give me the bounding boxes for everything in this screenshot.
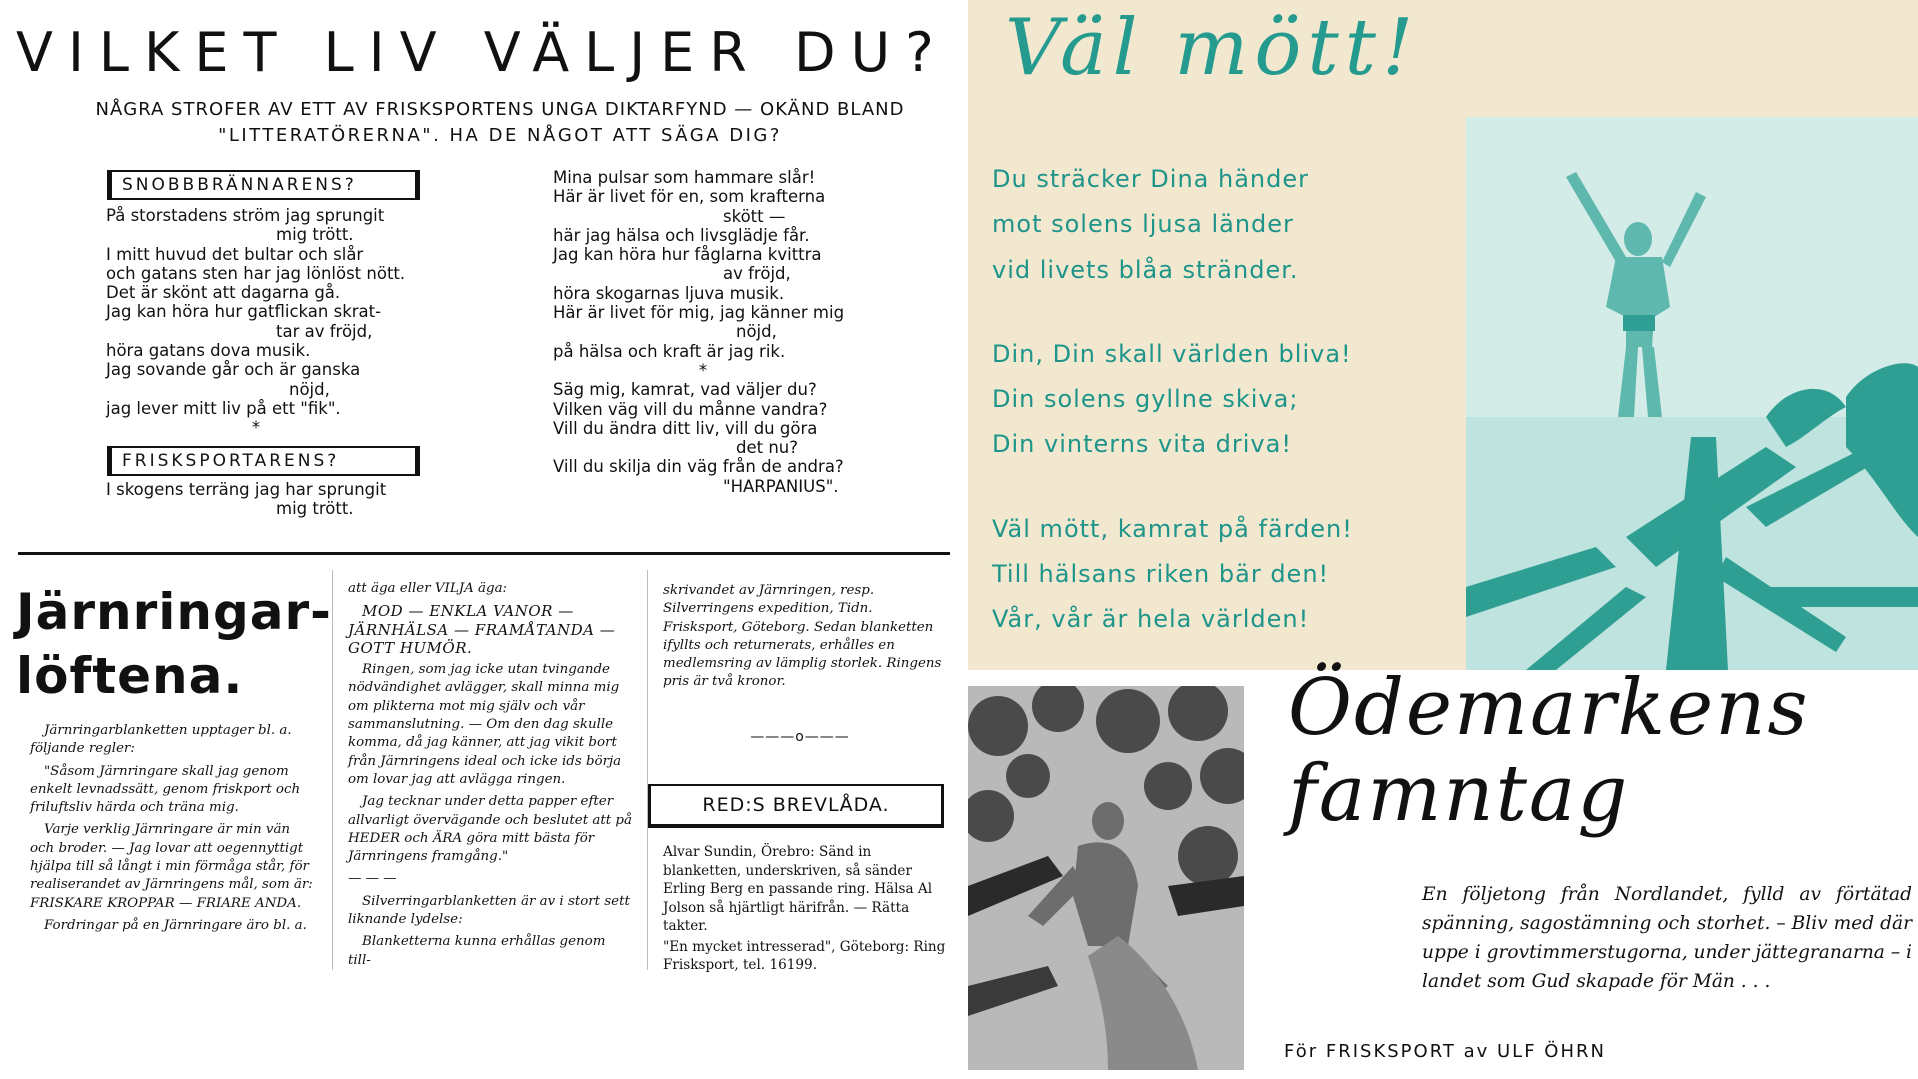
article-title-line: Järnringar- [16,583,332,641]
section-divider [18,552,950,555]
poem-frisksportaren-cont [553,168,853,496]
poem-line: Din, Din skall världen bliva! [992,339,1352,368]
paragraph: "En mycket intresserad", Göteborg: Ring Frisksport, tel. 16199. [663,938,946,973]
article-title [16,580,336,708]
heading-snobbbrannarens: SNOBBBRÄNNARENS? [107,170,420,200]
poem-line: På storstadens ström jag sprungit [106,206,385,225]
article-title-line: löftena. [16,647,244,705]
poem-val-mott [992,157,1472,643]
column-divider [647,570,648,970]
heading-frisksportarens: FRISKSPORTARENS? [107,446,420,476]
poem-line: mig trött. [276,225,354,245]
poem-line: Jag kan höra hur fåglarna kvittra [553,245,822,265]
paragraph: att äga eller VILJA äga: [348,581,508,596]
poem-line: på hälsa och kraft är jag rik. [553,341,786,361]
poem-line: Vill du skilja din väg från de andra? [553,457,844,477]
poem-frisksportaren-start [106,480,406,519]
poem-line: jag lever mitt liv på ett "fik". [106,398,341,418]
poem-signature: "HARPANIUS". [723,476,839,496]
poem-line: Vår, vår är hela världen! [992,605,1310,634]
poem-line: nöjd, [289,379,330,399]
poem-title: Väl mött! [1005,3,1420,93]
poem-line: Säg mig, kamrat, vad väljer du? [553,380,817,400]
poem-line: Din vinterns vita driva! [992,430,1292,459]
poem-line: mig trött. [276,499,354,519]
poem-line: Här är livet för en, som krafterna [553,187,826,207]
serial-title-line: famntag [1288,749,1630,839]
poem-line: Jag sovande går och är ganska [106,360,361,380]
poem-line: det nu? [736,438,799,458]
poem-line: tar av fröjd, [276,321,373,341]
brevlada-column [663,843,949,977]
poem-line: I skogens terräng jag har sprungit [106,480,387,499]
intro-line-1: NÅGRA STROFER AV ETT AV FRISKSPORTENS UNGA DIKTARFYND — OKÄND BLAND [95,99,905,120]
poem-line: och gatans sten har jag lönlöst nött. [106,263,406,283]
poem-line: Din solens gyllne skiva; [992,385,1299,414]
article-column-2 [348,580,632,974]
poem-line: här jag hälsa och livsglädje får. [553,225,810,245]
paragraph: Järnringarblanketten upptager bl. a. följande regler: [30,723,292,757]
poem-line: mot solens ljusa länder [992,210,1294,239]
photo-man-in-tree [968,686,1244,1070]
separator-text: — — — [348,871,397,887]
paragraph: Silverringarblanketten är av i stort sett liknande lydelse: [348,893,630,928]
poem-line: vid livets blåa stränder. [992,255,1299,284]
page-title: VILKET LIV VÄLJER DU? [16,21,949,84]
poem-line: Mina pulsar som hammare slår! [553,168,816,187]
poem-line: Till hälsans riken bär den! [992,560,1330,589]
paragraph: skrivandet av Järnringen, resp. Silverringens expedition, Tidn. Frisksport, Göteborg. Sedan blanketten ifyllts och returnerats, erhålles en medlemsring av lämplig storlek. Ringens pris är två kronor. [663,583,942,690]
poem-line: skött — [723,206,786,226]
poem-line: Väl mött, kamrat på färden! [992,514,1353,543]
poem-line: höra skogarnas ljuva musik. [553,283,785,303]
poem-line: Du sträcker Dina händer [992,165,1309,193]
poem-line: höra gatans dova musik. [106,341,311,361]
byline: För FRISKSPORT av ULF ÖHRN [1284,1041,1606,1062]
article-column-3 [663,582,949,696]
poem-line: av fröjd, [723,264,791,284]
intro-line-2: "LITTERATÖRERNA". HA DE NÅGOT ATT SÄGA DIG? [218,125,782,146]
poem-line: Vill du ändra ditt liv, vill du göra [553,418,818,438]
poem-line: nöjd, [736,322,777,342]
paragraph: Ringen, som jag icke utan tvingande nödvändighet avlägger, skall minna mig om plikterna mot mig själv och vår sammanslutning. — Om den dag skulle komma, då jag känner, att jag vikit bort från Järnringens ideal och icke ids börja om lovar jag att avlägga ringen. [348,662,622,787]
serial-lead: En följetong från Nordlandet, fylld av förtätad spänning, sagostämning och storhet. – Bliv med där uppe i grovtimmerstugorna, under jättegranarna – i landet som Gud skapade för Män . . . [1422,884,1912,992]
poem-line: Jag kan höra hur gatflickan skrat- [106,302,382,322]
heading-reds-brevlada: RED:S BREVLÅDA. [648,784,944,828]
paragraph: Alvar Sundin, Örebro: Sänd in blanketten, underskriven, så sänder Erling Berg en passande ring. Hälsa Al Jolson så hjärtligt härifrån. — Rätta takter. [663,844,933,934]
poem-line: Det är skönt att dagarna gå. [106,283,341,303]
serial-title [1288,665,1908,837]
paragraph: "Såsom Järnringare skall jag genom enkelt levnadssätt, genom friskport och friluftsliv härda och träna mig. [30,763,301,816]
serial-title-line: Ödemarkens [1288,663,1810,753]
paragraph: Fordringar på en Järnringare äro bl. a. [44,917,307,933]
paragraph: Jag tecknar under detta papper efter allvarligt övervägande och beslutet att på HEDER och ÄRA göra mitt bästa för Järnringens framgång." [348,794,632,865]
paragraph: Blanketterna kunna erhållas genom till- [348,934,606,968]
poem-line: I mitt huvud det bultar och slår [106,244,364,264]
poem-divider: * [698,360,708,380]
photo-man-on-tree [1466,117,1918,670]
article-column-1 [30,722,316,939]
poem-line: Vilken väg vill du månne vandra? [553,399,828,419]
paragraph: Varje verklig Järnringare är min vän och broder. — Jag lovar att oegennyttigt hjälpa till så långt i min förmåga står, för realiserandet av Järnringens mål, som är: FRISKARE KROPPAR — FRIARE ANDA. [30,822,313,911]
poem-line: Här är livet för mig, jag känner mig [553,303,845,323]
ornament-divider: ———o——— [750,729,850,745]
poem-divider: * [251,418,261,438]
paragraph-caps: MOD — ENKLA VANOR — JÄRNHÄLSA — FRAMÅTANDA — GOTT HUMÖR. [348,602,616,657]
poem-snobbbrannaren [106,206,406,438]
